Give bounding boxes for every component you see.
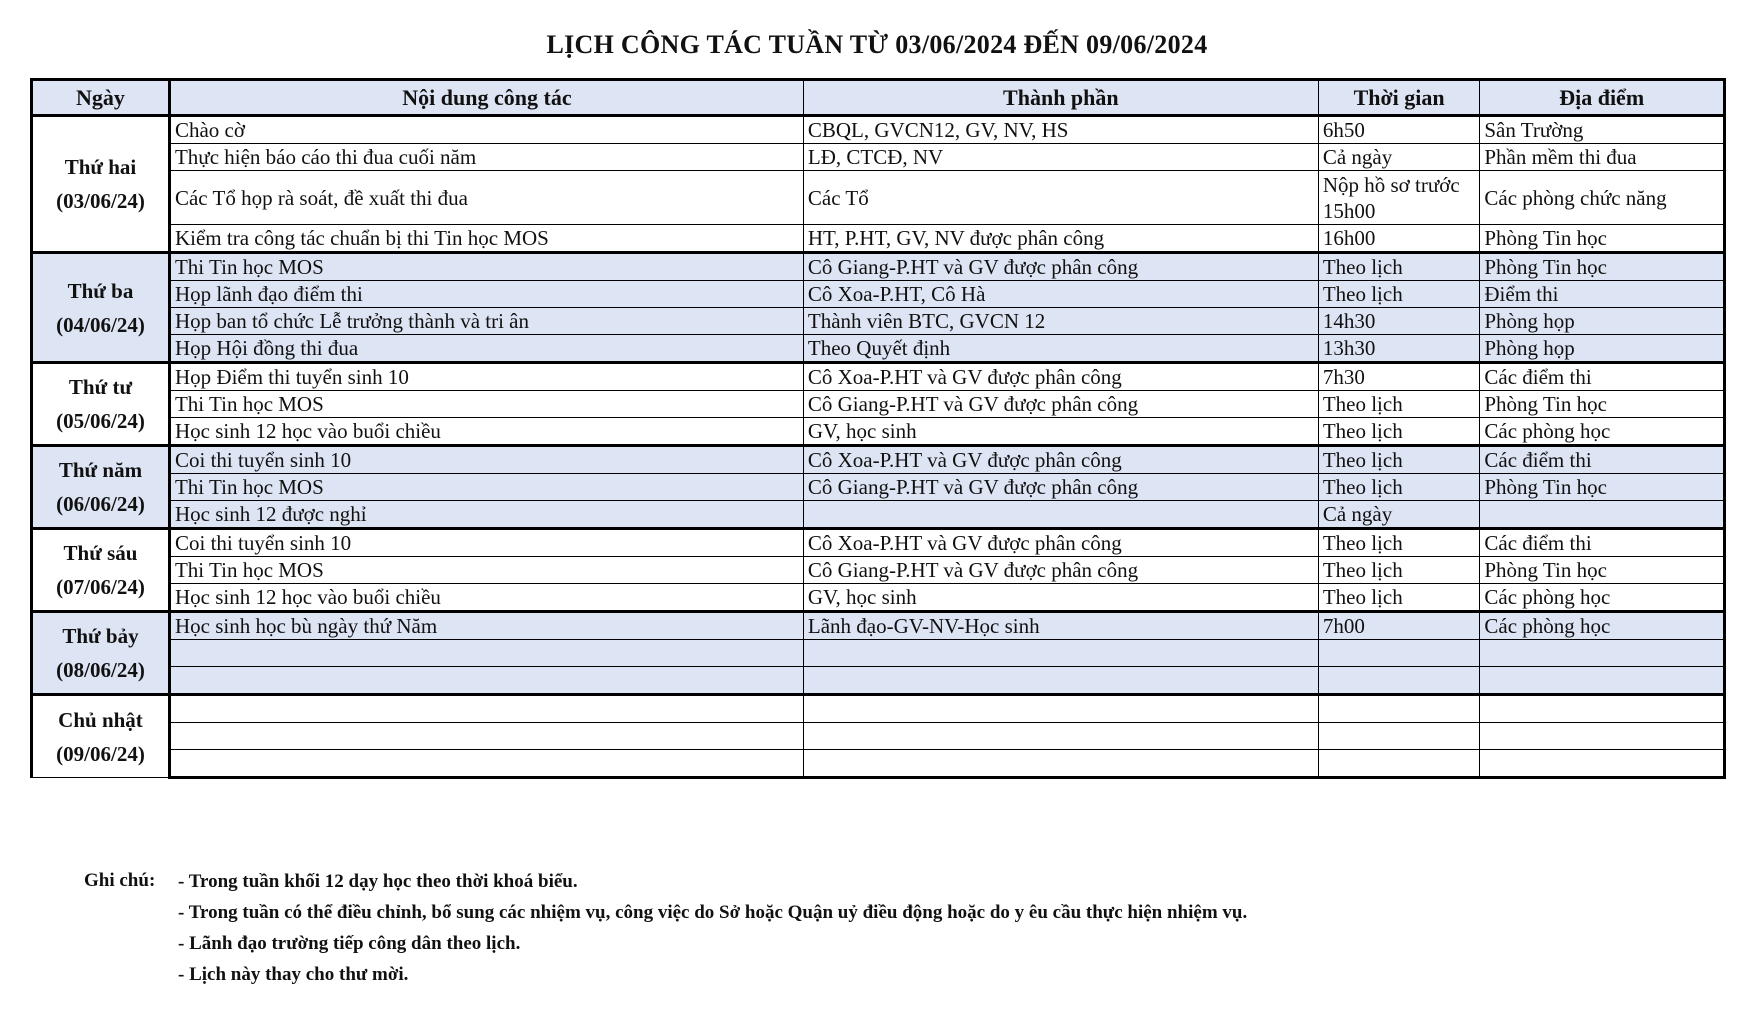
note-item: - Trong tuần có thể điều chỉnh, bổ sung các nhiệm vụ, công việc do Sở hoặc Quận uỷ điều động hoặc do y êu cầu thực hiện nhiệm vụ. (178, 902, 1248, 923)
cell-members (803, 501, 1318, 529)
table-row (32, 612, 1725, 640)
cell-place: Các điểm thi (1480, 446, 1725, 474)
day-date: (04/06/24) (56, 312, 145, 337)
cell-place: Phòng Tin học (1480, 474, 1725, 501)
cell-place (1480, 501, 1725, 529)
cell-members: Các Tổ (803, 171, 1318, 225)
table-row (32, 557, 1725, 584)
note-item: - Lãnh đạo trường tiếp công dân theo lịch. (178, 933, 521, 954)
table-row (32, 723, 1725, 750)
cell-members (803, 723, 1318, 750)
cell-time (1318, 640, 1480, 667)
cell-place: Phòng họp (1480, 335, 1725, 363)
cell-content: Coi thi tuyển sinh 10 (169, 446, 803, 474)
table-row (32, 281, 1725, 308)
cell-content: Các Tổ họp rà soát, đề xuất thi đua (169, 171, 803, 225)
page-title: LỊCH CÔNG TÁC TUẦN TỪ 03/06/2024 ĐẾN 09/06/2024 (546, 30, 1208, 59)
header-day: Ngày (32, 80, 170, 116)
cell-content (169, 640, 803, 667)
day-name: Thứ năm (58, 458, 143, 482)
day-cell (32, 253, 170, 363)
cell-time: Theo lịch (1318, 253, 1480, 281)
day-cell (32, 529, 170, 612)
cell-place: Các phòng học (1480, 612, 1725, 640)
cell-time: 16h00 (1318, 225, 1480, 253)
cell-content (169, 695, 803, 723)
cell-time: Theo lịch (1318, 391, 1480, 418)
cell-members: GV, học sinh (803, 584, 1318, 612)
note-item: - Trong tuần khối 12 dạy học theo thời khoá biểu. (178, 871, 578, 892)
cell-members: Cô Giang-P.HT và GV được phân công (803, 253, 1318, 281)
day-name: Thứ tư (68, 375, 133, 399)
day-name: Thứ bảy (62, 624, 139, 648)
cell-place: Phần mềm thi đua (1480, 144, 1725, 171)
day-name: Thứ sáu (63, 541, 138, 565)
cell-content: Thi Tin học MOS (169, 557, 803, 584)
day-date: (08/06/24) (56, 658, 145, 682)
cell-members: HT, P.HT, GV, NV được phân công (803, 225, 1318, 253)
cell-content: Học sinh 12 được nghỉ (169, 501, 803, 529)
cell-place (1480, 750, 1725, 778)
day-cell (32, 363, 170, 446)
cell-time: Theo lịch (1318, 474, 1480, 501)
table-row (32, 308, 1725, 335)
table-row (32, 584, 1725, 612)
table-row (32, 667, 1725, 695)
cell-members: Cô Xoa-P.HT, Cô Hà (803, 281, 1318, 308)
cell-place: Phòng họp (1480, 308, 1725, 335)
cell-time: 7h30 (1318, 363, 1480, 391)
table-row (32, 363, 1725, 391)
cell-time: 14h30 (1318, 308, 1480, 335)
table-row (32, 446, 1725, 474)
cell-place: Phòng Tin học (1480, 557, 1725, 584)
cell-place: Các phòng học (1480, 418, 1725, 446)
table-row (32, 501, 1725, 529)
day-name: Chủ nhật (58, 707, 143, 732)
cell-place: Phòng Tin học (1480, 225, 1725, 253)
cell-members (803, 667, 1318, 695)
cell-place: Các điểm thi (1480, 363, 1725, 391)
table-row (32, 474, 1725, 501)
cell-place: Điểm thi (1480, 281, 1725, 308)
cell-place: Sân Trường (1480, 116, 1725, 144)
day-name: Thứ hai (64, 155, 137, 179)
cell-time: 7h00 (1318, 612, 1480, 640)
cell-place: Các điểm thi (1480, 529, 1725, 557)
day-date: (09/06/24) (56, 741, 145, 766)
cell-content: Kiểm tra công tác chuẩn bị thi Tin học MOS (169, 225, 803, 253)
notes-label: Ghi chú: (84, 870, 156, 891)
cell-place (1480, 695, 1725, 723)
cell-members: Cô Giang-P.HT và GV được phân công (803, 391, 1318, 418)
table-row (32, 116, 1725, 144)
cell-place (1480, 667, 1725, 695)
day-cell (32, 116, 170, 253)
header-time: Thời gian (1318, 80, 1480, 116)
day-date: (06/06/24) (56, 492, 145, 516)
header-place: Địa điểm (1480, 80, 1725, 116)
schedule-table (30, 78, 1726, 779)
cell-content: Họp ban tổ chức Lễ trưởng thành và tri ân (169, 308, 803, 335)
cell-time: 13h30 (1318, 335, 1480, 363)
cell-time: Theo lịch (1318, 446, 1480, 474)
cell-members: LĐ, CTCĐ, NV (803, 144, 1318, 171)
cell-content: Thi Tin học MOS (169, 253, 803, 281)
cell-time: Theo lịch (1318, 281, 1480, 308)
cell-members (803, 750, 1318, 778)
cell-members (803, 640, 1318, 667)
cell-content: Coi thi tuyển sinh 10 (169, 529, 803, 557)
cell-place: Phòng Tin học (1480, 253, 1725, 281)
table-row (32, 750, 1725, 778)
cell-time: Theo lịch (1318, 584, 1480, 612)
cell-place (1480, 640, 1725, 667)
table-row (32, 171, 1725, 225)
day-cell (32, 612, 170, 695)
cell-content: Học sinh học bù ngày thứ Năm (169, 612, 803, 640)
cell-time: 6h50 (1318, 116, 1480, 144)
table-row (32, 253, 1725, 281)
table-row (32, 418, 1725, 446)
cell-members: Cô Xoa-P.HT và GV được phân công (803, 446, 1318, 474)
header-row (32, 80, 1725, 116)
cell-content: Họp lãnh đạo điểm thi (169, 281, 803, 308)
cell-place: Các phòng chức năng (1480, 171, 1725, 225)
table-row (32, 144, 1725, 171)
schedule-body (32, 116, 1725, 778)
cell-members: Cô Xoa-P.HT và GV được phân công (803, 363, 1318, 391)
cell-content: Họp Hội đồng thi đua (169, 335, 803, 363)
cell-content: Thi Tin học MOS (169, 474, 803, 501)
cell-content: Học sinh 12 học vào buổi chiều (169, 584, 803, 612)
cell-time: Theo lịch (1318, 557, 1480, 584)
cell-time (1318, 667, 1480, 695)
cell-place (1480, 723, 1725, 750)
note-item: - Lịch này thay cho thư mời. (178, 964, 409, 985)
cell-members: Thành viên BTC, GVCN 12 (803, 308, 1318, 335)
cell-place: Phòng Tin học (1480, 391, 1725, 418)
table-row (32, 529, 1725, 557)
cell-time (1318, 750, 1480, 778)
cell-time (1318, 695, 1480, 723)
cell-place: Các phòng học (1480, 584, 1725, 612)
table-row (32, 225, 1725, 253)
cell-content: Thực hiện báo cáo thi đua cuối năm (169, 144, 803, 171)
day-date: (03/06/24) (56, 189, 145, 213)
table-row (32, 640, 1725, 667)
header-members: Thành phần (803, 80, 1318, 116)
day-cell (32, 695, 170, 778)
day-name: Thứ ba (67, 278, 134, 303)
day-cell (32, 446, 170, 529)
cell-time: Nộp hồ sơ trước 15h00 (1318, 171, 1480, 225)
cell-members: GV, học sinh (803, 418, 1318, 446)
cell-members (803, 695, 1318, 723)
table-row (32, 335, 1725, 363)
cell-content: Học sinh 12 học vào buổi chiều (169, 418, 803, 446)
cell-content: Họp Điểm thi tuyển sinh 10 (169, 363, 803, 391)
cell-time: Theo lịch (1318, 529, 1480, 557)
cell-content (169, 750, 803, 778)
cell-members: Cô Giang-P.HT và GV được phân công (803, 474, 1318, 501)
cell-content (169, 723, 803, 750)
day-date: (07/06/24) (56, 575, 145, 599)
table-row (32, 695, 1725, 723)
cell-time (1318, 723, 1480, 750)
day-date: (05/06/24) (56, 409, 145, 433)
cell-members: CBQL, GVCN12, GV, NV, HS (803, 116, 1318, 144)
notes-list (178, 870, 1638, 994)
cell-content: Chào cờ (169, 116, 803, 144)
cell-content (169, 667, 803, 695)
cell-time: Cả ngày (1318, 144, 1480, 171)
header-content: Nội dung công tác (169, 80, 803, 116)
cell-members: Theo Quyết định (803, 335, 1318, 363)
cell-content: Thi Tin học MOS (169, 391, 803, 418)
cell-members: Cô Giang-P.HT và GV được phân công (803, 557, 1318, 584)
cell-members: Lãnh đạo-GV-NV-Học sinh (803, 612, 1318, 640)
cell-time: Theo lịch (1318, 418, 1480, 446)
cell-time: Cả ngày (1318, 501, 1480, 529)
table-row (32, 391, 1725, 418)
cell-members: Cô Xoa-P.HT và GV được phân công (803, 529, 1318, 557)
